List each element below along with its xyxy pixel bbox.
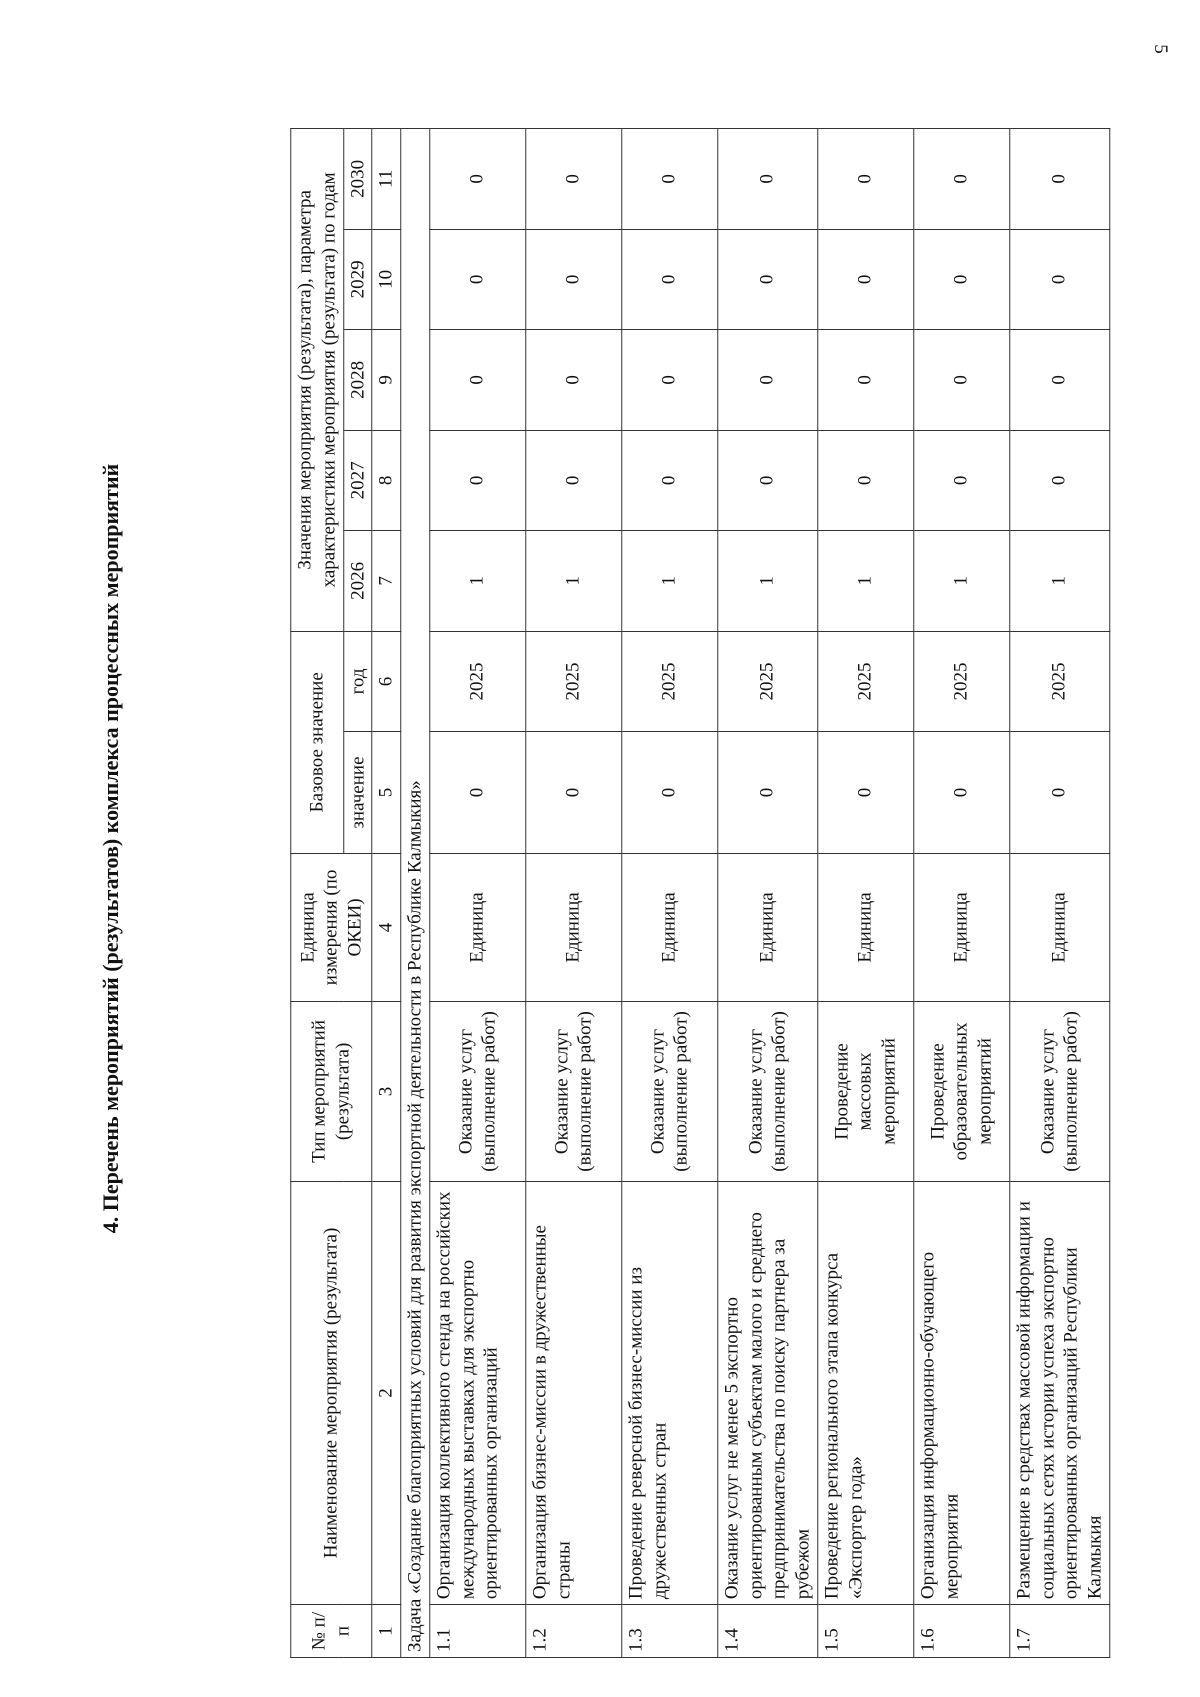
row-type: Оказание услуг (выполнение работ) — [622, 1002, 718, 1182]
row-value-2027: 0 — [430, 430, 526, 531]
row-value-2030: 0 — [622, 129, 718, 230]
row-unit: Единица — [718, 853, 818, 1001]
row-value-2030: 0 — [914, 129, 1010, 230]
col-number: 9 — [372, 330, 401, 431]
row-value-2030: 0 — [718, 129, 818, 230]
row-base-value: 0 — [818, 732, 914, 854]
header-values: Значения мероприятия (результата), параметра характеристики мероприятия (результата) по годам — [291, 129, 344, 632]
row-type: Оказание услуг (выполнение работ) — [1010, 1002, 1110, 1182]
row-unit: Единица — [818, 853, 914, 1001]
row-number: 1.7 — [1010, 1605, 1110, 1658]
col-number: 10 — [372, 229, 401, 330]
row-base-value: 0 — [1010, 732, 1110, 854]
row-value-2028: 0 — [818, 330, 914, 431]
row-base-year: 2025 — [914, 631, 1010, 732]
row-type: Проведение массовых мероприятий — [818, 1002, 914, 1182]
row-name: Проведение реверсной бизнес-миссии из дружественных стран — [622, 1181, 718, 1604]
col-number: 8 — [372, 430, 401, 531]
header-num: № п/п — [291, 1605, 372, 1658]
row-base-value: 0 — [914, 732, 1010, 854]
table-row — [914, 129, 1010, 1658]
task-row — [401, 129, 430, 1658]
row-value-2028: 0 — [914, 330, 1010, 431]
row-name: Организация бизнес-миссии в дружественные страны — [526, 1181, 622, 1604]
row-unit: Единица — [1010, 853, 1110, 1001]
header-row-1 — [291, 129, 344, 1658]
row-number: 1.2 — [526, 1605, 622, 1658]
col-number: 5 — [372, 732, 401, 854]
row-value-2029: 0 — [914, 229, 1010, 330]
row-value-2026: 1 — [622, 531, 718, 632]
header-name: Наименование мероприятия (результата) — [291, 1181, 372, 1604]
row-type: Оказание услуг (выполнение работ) — [718, 1002, 818, 1182]
row-number: 1.4 — [718, 1605, 818, 1658]
row-name: Размещение в средствах массовой информации и социальных сетях истории успеха экспортно ориентированных организаций Республики Калмыкия — [1010, 1181, 1110, 1604]
row-value-2028: 0 — [430, 330, 526, 431]
row-value-2029: 0 — [526, 229, 622, 330]
row-base-value: 0 — [526, 732, 622, 854]
row-type: Оказание услуг (выполнение работ) — [430, 1002, 526, 1182]
table-row — [622, 129, 718, 1658]
table-row — [430, 129, 526, 1658]
page-number: 5 — [1149, 44, 1171, 54]
header-base: Базовое значение — [291, 631, 344, 853]
row-value-2029: 0 — [718, 229, 818, 330]
numbering-row — [372, 129, 401, 1658]
task-title: Задача «Создание благоприятных условий для развития экспортной деятельности в Республике Калмыкия» — [401, 129, 430, 1658]
col-number: 2 — [372, 1181, 401, 1604]
row-number: 1.1 — [430, 1605, 526, 1658]
row-value-2027: 0 — [718, 430, 818, 531]
measures-table — [290, 128, 1110, 1658]
col-number: 1 — [372, 1605, 401, 1658]
row-value-2026: 1 — [914, 531, 1010, 632]
col-number: 7 — [372, 531, 401, 632]
table-row — [1010, 129, 1110, 1658]
table-row — [526, 129, 622, 1658]
row-value-2026: 1 — [430, 531, 526, 632]
row-value-2028: 0 — [718, 330, 818, 431]
table-row — [718, 129, 818, 1658]
row-value-2029: 0 — [430, 229, 526, 330]
row-unit: Единица — [526, 853, 622, 1001]
header-year: 2026 — [343, 531, 372, 632]
row-value-2027: 0 — [526, 430, 622, 531]
row-base-year: 2025 — [718, 631, 818, 732]
col-number: 4 — [372, 853, 401, 1001]
header-unit: Единица измерения (по ОКЕИ) — [291, 853, 372, 1001]
row-unit: Единица — [622, 853, 718, 1001]
row-number: 1.3 — [622, 1605, 718, 1658]
row-name: Проведение регионального этапа конкурса «Экспортер года» — [818, 1181, 914, 1604]
row-value-2026: 1 — [818, 531, 914, 632]
row-value-2027: 0 — [1010, 430, 1110, 531]
row-base-year: 2025 — [430, 631, 526, 732]
row-base-value: 0 — [622, 732, 718, 854]
row-value-2026: 1 — [718, 531, 818, 632]
col-number: 6 — [372, 631, 401, 732]
row-base-value: 0 — [718, 732, 818, 854]
row-name: Организация коллективного стенда на российских международных выставках для экспортно ориентированных организаций — [430, 1181, 526, 1604]
header-year: 2027 — [343, 430, 372, 531]
row-name: Оказание услуг не менее 5 экспортно ориентированным субъектам малого и среднего предпринимательства по поиску партнера за рубежом — [718, 1181, 818, 1604]
row-name: Организация информационно-обучающего мероприятия — [914, 1181, 1010, 1604]
row-base-year: 2025 — [622, 631, 718, 732]
header-type: Тип мероприятий (результата) — [291, 1002, 372, 1182]
row-type: Оказание услуг (выполнение работ) — [526, 1002, 622, 1182]
row-unit: Единица — [430, 853, 526, 1001]
row-value-2027: 0 — [818, 430, 914, 531]
row-value-2027: 0 — [622, 430, 718, 531]
header-year: 2030 — [343, 129, 372, 230]
header-base-value: значение — [343, 732, 372, 854]
row-type: Проведение образовательных мероприятий — [914, 1002, 1010, 1182]
row-value-2028: 0 — [526, 330, 622, 431]
row-value-2026: 1 — [526, 531, 622, 632]
table-row — [818, 129, 914, 1658]
col-number: 3 — [372, 1002, 401, 1182]
header-base-year: год — [343, 631, 372, 732]
row-value-2030: 0 — [526, 129, 622, 230]
row-number: 1.5 — [818, 1605, 914, 1658]
row-value-2028: 0 — [1010, 330, 1110, 431]
row-value-2029: 0 — [818, 229, 914, 330]
row-value-2029: 0 — [1010, 229, 1110, 330]
row-value-2029: 0 — [622, 229, 718, 330]
row-unit: Единица — [914, 853, 1010, 1001]
col-number: 11 — [372, 129, 401, 230]
row-base-year: 2025 — [1010, 631, 1110, 732]
row-base-year: 2025 — [526, 631, 622, 732]
row-base-value: 0 — [430, 732, 526, 854]
row-value-2030: 0 — [1010, 129, 1110, 230]
header-year: 2029 — [343, 229, 372, 330]
row-value-2030: 0 — [818, 129, 914, 230]
row-value-2028: 0 — [622, 330, 718, 431]
row-value-2030: 0 — [430, 129, 526, 230]
row-value-2027: 0 — [914, 430, 1010, 531]
row-base-year: 2025 — [818, 631, 914, 732]
row-value-2026: 1 — [1010, 531, 1110, 632]
row-number: 1.6 — [914, 1605, 1010, 1658]
section-title: 4. Перечень мероприятий (результатов) комплекса процессных мероприятий — [98, 463, 123, 1234]
header-year: 2028 — [343, 330, 372, 431]
